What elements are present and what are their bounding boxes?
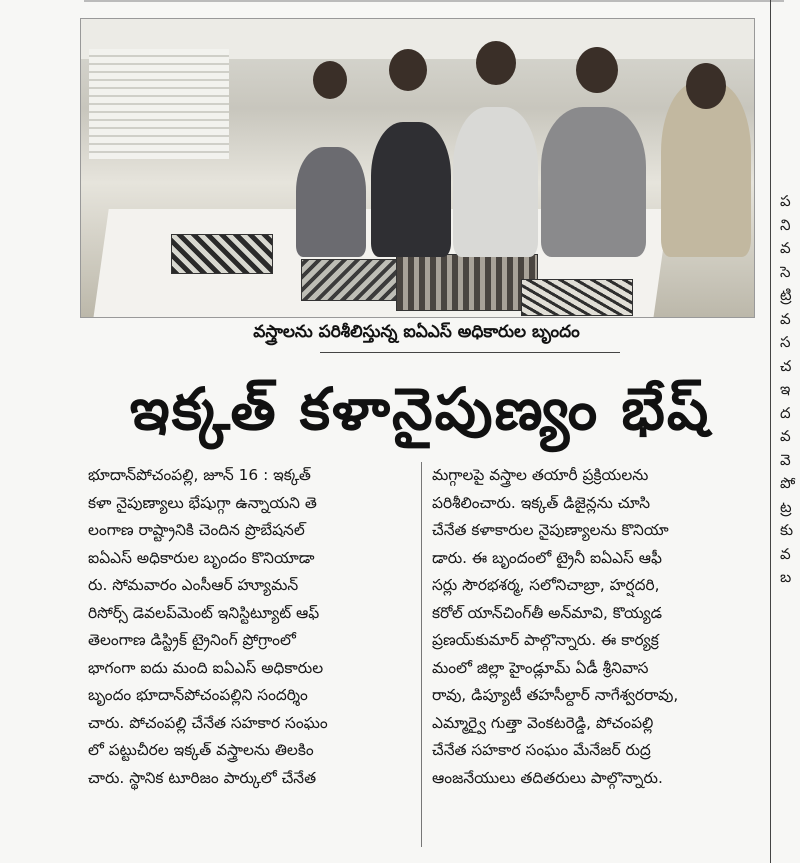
article-line: ఎమ్మార్వై గుత్తా వెంకటరెడ్డి, పోచంపల్లి — [432, 713, 654, 732]
fragment-char: వ — [780, 544, 791, 563]
fragment-char: సె — [780, 262, 791, 281]
article-line: తెలంగాణ డిస్ట్రిక్ ట్రైనింగ్ ప్రోగ్రాంలో — [88, 631, 296, 649]
article-column-left — [88, 462, 408, 792]
fragment-char: ట్ర — [780, 497, 792, 516]
fragment-char: ఇ — [780, 380, 791, 398]
news-photo — [80, 18, 755, 318]
fragment-char: కు — [780, 521, 794, 539]
article-line: కళా నైపుణ్యాలు భేషుగ్గా ఉన్నాయని తె — [88, 493, 317, 512]
article-line: బృందం భూదాన్‌పోచంపల్లిని సందర్శిం — [88, 686, 308, 704]
article-line: కరోల్ యాన్‌చింగ్‌తీ అన్‌మావి, కొయ్యడ — [432, 603, 663, 622]
article-line: రావు, డిప్యూటీ తహసీల్దార్ నాగేశ్వరరావు, — [432, 686, 679, 704]
caption-underline — [320, 352, 620, 353]
fragment-char: బ — [780, 568, 792, 586]
article-line: భూదాన్‌పోచంపల్లి, జూన్ 16 : ఇక్కత్ — [88, 466, 311, 484]
fragment-char: వె — [780, 450, 791, 469]
article-line: చేనేత సహకార సంఘం మేనేజర్ రుద్ర — [432, 741, 651, 759]
photo-fabric-ikat-3 — [396, 254, 538, 311]
photo-fabric-ikat-4 — [521, 279, 633, 316]
adjacent-article-fragment — [780, 190, 800, 590]
article-line: లంగాణ రాష్ట్రానికి చెందిన ప్రొబేషనల్ — [88, 521, 305, 539]
fragment-char: ని — [780, 215, 791, 234]
photo-person-5-head — [686, 63, 726, 109]
fragment-char: వ — [780, 309, 791, 328]
fragment-char: ప — [780, 192, 791, 210]
photo-person-3 — [453, 107, 538, 257]
article-line: భాగంగా ఐదు మంది ఐఏఎస్ అధికారుల — [88, 658, 324, 677]
headline: ఇక్కత్ కళానైపుణ్యం భేష్ — [129, 375, 711, 443]
fragment-char: స — [780, 333, 791, 351]
article-line: చారు. పోచంపల్లి చేనేత సహకార సంఘం — [88, 713, 328, 732]
photo-window-blinds — [89, 49, 229, 159]
photo-person-2 — [371, 122, 451, 257]
article-line: చారు. స్థానిక టూరిజం పార్కులో చేనేత — [88, 768, 317, 787]
fragment-char: పో — [780, 474, 796, 492]
article-line: రు. సోమవారం ఎంసీఆర్ హ్యూమన్ — [88, 576, 299, 594]
photo-person-2-head — [389, 49, 427, 91]
adjacent-article-border — [770, 0, 771, 863]
fragment-char: ద — [780, 403, 791, 422]
article-line: మంలో జిల్లా హైండ్లూమ్ ఏడీ శ్రీనివాస — [432, 658, 649, 677]
photo-person-4-head — [576, 47, 618, 93]
column-divider — [421, 462, 422, 847]
article-line: సర్లు సౌరభశర్మ, సలోనిచాబ్రా, హర్షదరి, — [432, 576, 660, 594]
article-line: డారు. ఈ బృందంలో ట్రైనీ ఐఏఎస్ ఆఫీ — [432, 548, 662, 567]
article-line: లో పట్టుచీరల ఇక్కత్ వస్త్రాలను తిలకిం — [88, 741, 314, 759]
top-rule — [84, 0, 784, 2]
photo-person-4 — [541, 107, 646, 257]
article-column-right — [432, 462, 752, 792]
article-line: ఐఏఎస్ అధికారుల బృందం కొనియాడా — [88, 548, 315, 567]
article-line: రిసోర్స్ డెవలప్‌మెంట్ ఇనిస్టిట్యూట్ ఆఫ్ — [88, 603, 320, 622]
article-line: మగ్గాలపై వస్త్రాల తయారీ ప్రక్రియలను — [432, 466, 649, 484]
article-line: ప్రణయ్‌కుమార్ పాల్గొన్నారు. ఈ కార్యక్ర — [432, 631, 659, 649]
photo-person-3-head — [476, 41, 516, 85]
photo-person-1 — [296, 147, 366, 257]
photo-caption: వస్త్రాలను పరిశీలిస్తున్న ఐఏఎస్ అధికారుల బృందం — [253, 322, 580, 342]
fragment-char: వ — [780, 239, 791, 257]
article-line: పరిశీలించారు. ఇక్కత్ డిజైన్లను చూసి — [432, 493, 651, 512]
fragment-char: వ — [780, 427, 791, 445]
fragment-char: చ — [780, 356, 792, 375]
article-line: ఆంజనేయులు తదితరులు పాల్గొన్నారు. — [432, 768, 663, 787]
fragment-char: ట్రి — [780, 286, 792, 304]
article-line: చేనేత కళాకారుల నైపుణ్యాలను కొనియా — [432, 521, 669, 539]
photo-person-1-head — [313, 61, 347, 99]
photo-fabric-ikat-1 — [171, 234, 273, 274]
